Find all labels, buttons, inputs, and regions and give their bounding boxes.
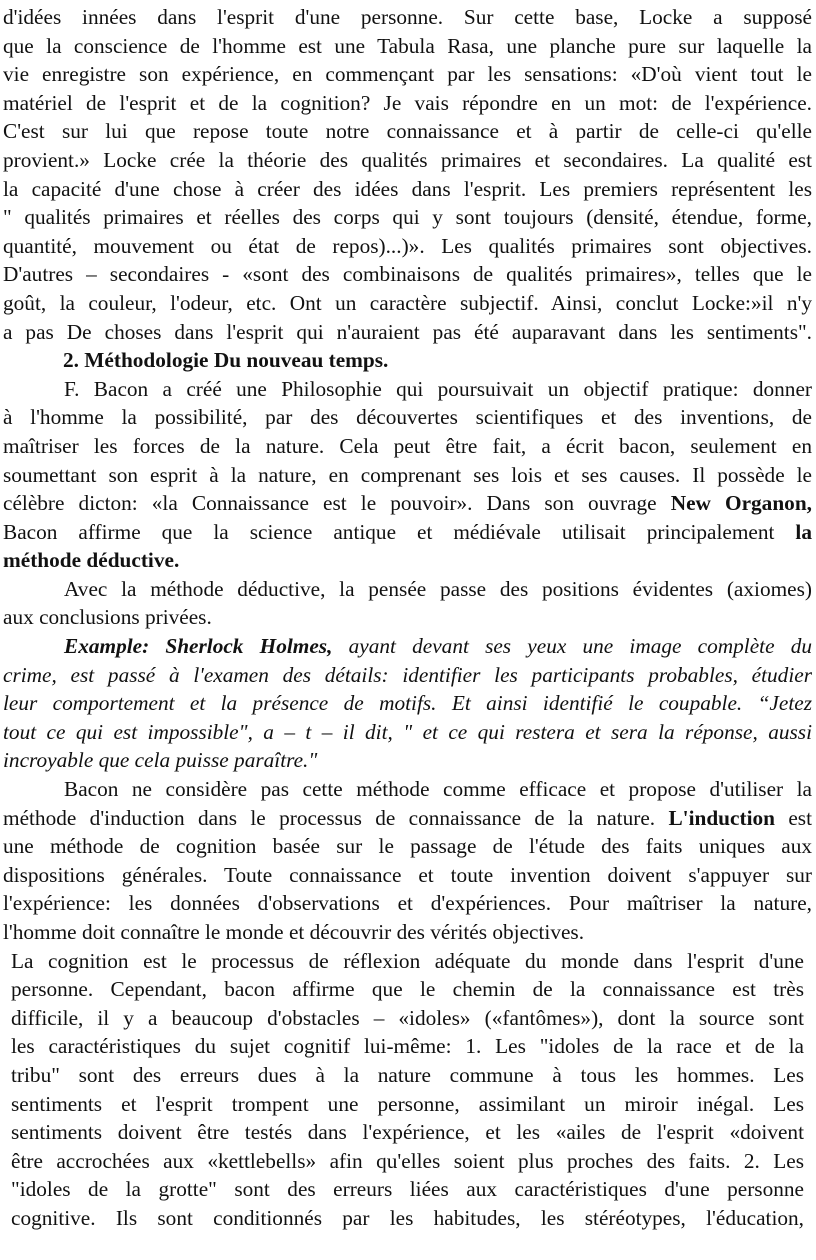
text-line: que la conscience de l'homme est une Tabula Rasa, une planche pure sur laquelle la: [3, 33, 812, 58]
text-line: maîtriser les forces de la nature. Cela peut être fait, a écrit bacon, seulement en: [3, 433, 812, 458]
bold-term: la: [795, 519, 812, 544]
section-heading: 2. Méthodologie Du nouveau temps.: [63, 348, 389, 373]
bold-term: méthode déductive.: [3, 548, 180, 573]
text-line: D'autres – secondaires - «sont des combinaisons de qualités primaires», telles que le: [3, 262, 812, 287]
text-run: ayant devant ses yeux une image complète du: [332, 634, 812, 659]
text-run: leur comportement et la présence de motifs. Et ainsi identifié le coupable. “Jetez: [3, 691, 812, 716]
text-line: soumettant son esprit à la nature, en comprenant ses lois et ses causes. Il possède le: [3, 462, 812, 487]
text-line: [3, 804, 812, 833]
text-line: dispositions générales. Toute connaissance et toute invention doivent s'appuyer sur: [3, 862, 812, 887]
text-line: personne. Cependant, bacon affirme que le chemin de la connaissance est très: [11, 977, 804, 1002]
text-run: célèbre dicton: «la Connaissance est le pouvoir». Dans son ouvrage: [3, 491, 671, 516]
locke-paragraph: [0, 3, 816, 947]
text-line: cognitive. Ils sont conditionnés par les habitudes, les stéréotypes, l'éducation,: [11, 1205, 804, 1230]
text-line: tribu" sont des erreurs dues à la nature commune à tous les hommes. Les: [11, 1062, 804, 1087]
text-line: " qualités primaires et réelles des corps qui y sont toujours (densité, étendue, forme,: [3, 205, 812, 230]
example-label: Example: Sherlock Holmes,: [64, 634, 333, 659]
text-run: Bacon affirme que la science antique et médiévale utilisait principalement: [3, 519, 796, 544]
example-line: [3, 746, 812, 775]
text-line: F. Bacon a créé une Philosophie qui poursuivait un objectif pratique: donner: [64, 376, 812, 401]
text-line: être accrochées aux «kettlebells» afin qu'elles soient plus proches des faits. 2. Les: [11, 1148, 804, 1173]
text-run: crime, est passé à l'examen des détails: identifier les participants probables, étudier: [3, 662, 812, 687]
example-line: [3, 718, 812, 747]
text-line: une méthode de cognition basée sur le passage de l'étude des faits uniques aux: [3, 834, 812, 859]
text-line: matériel de l'esprit et de la cognition? Je vais répondre en un mot: de l'expérience.: [3, 90, 812, 115]
text-line: les caractéristiques du sujet cognitif lui-même: 1. Les "idoles de la race et de la: [11, 1034, 804, 1059]
text-run: est: [774, 805, 812, 830]
text-line: Avec la méthode déductive, la pensée passe des positions évidentes (axiomes): [64, 576, 812, 601]
text-line: d'idées innées dans l'esprit d'une personne. Sur cette base, Locke a supposé: [3, 5, 812, 29]
text-line: vie enregistre son expérience, en commençant par les sensations: «D'où vient tout le: [3, 62, 812, 87]
text-line: aux conclusions privées.: [3, 605, 212, 630]
text-line: l'homme doit connaître le monde et découvrir des vérités objectives.: [3, 920, 585, 944]
text-line: Bacon ne considère pas cette méthode comme efficace et propose d'utiliser la: [64, 777, 812, 802]
text-line: la capacité d'une chose à créer des idées dans l'esprit. Les premiers représentent les: [3, 176, 812, 201]
text-line: quantité, mouvement ou état de repos)...)». Les qualités primaires sont objectives.: [3, 233, 812, 258]
text-line: [3, 489, 812, 518]
text-run: tout ce qui est impossible", a – t – il dit, " et ce qui restera et sera la réponse, aussi: [3, 719, 812, 744]
text-line: "idoles de la grotte" sont des erreurs liées aux caractéristiques d'une personne: [11, 1177, 804, 1202]
cognition-paragraph: [0, 947, 816, 1233]
text-line: provient.» Locke crée la théorie des qualités primaires et secondaires. La qualité est: [3, 147, 812, 172]
text-line: goût, la couleur, l'odeur, etc. Ont un caractère subjectif. Ainsi, conclut Locke:»il n'y: [3, 290, 812, 315]
text-line: La cognition est le processus de réflexion adéquate du monde dans l'esprit d'une: [11, 948, 804, 973]
text-line: sentiments et l'esprit trompent une personne, assimilant un miroir inégal. Les: [11, 1091, 804, 1116]
text-line: l'expérience: les données d'observations et d'expériences. Pour maîtriser la nature,: [3, 891, 812, 916]
text-line: à l'homme la possibilité, par des découvertes scientifiques et des inventions, de: [3, 405, 812, 430]
text-line: [3, 518, 812, 547]
text-line: C'est sur lui que repose toute notre connaissance et à partir de celle-ci qu'elle: [3, 119, 812, 144]
text-run: incroyable que cela puisse paraître.": [3, 748, 318, 773]
text-line: a pas De choses dans l'esprit qui n'auraient pas été auparavant dans les sentiments".: [3, 319, 812, 344]
bold-term-new-organon: New Organon,: [670, 491, 812, 516]
example-line: [3, 689, 812, 718]
text-run: méthode d'induction dans le processus de connaissance de la nature.: [3, 805, 669, 830]
text-line: [3, 546, 812, 575]
bold-term-induction: L'induction: [668, 805, 775, 830]
text-line: difficile, il y a beaucoup d'obstacles – «idoles» («fantômes»), dont la source sont: [11, 1005, 804, 1030]
example-line: [3, 661, 812, 690]
example-line: [3, 632, 812, 661]
text-line: sentiments doivent être testés dans l'expérience, et les «ailes de l'esprit «doivent: [11, 1120, 804, 1145]
